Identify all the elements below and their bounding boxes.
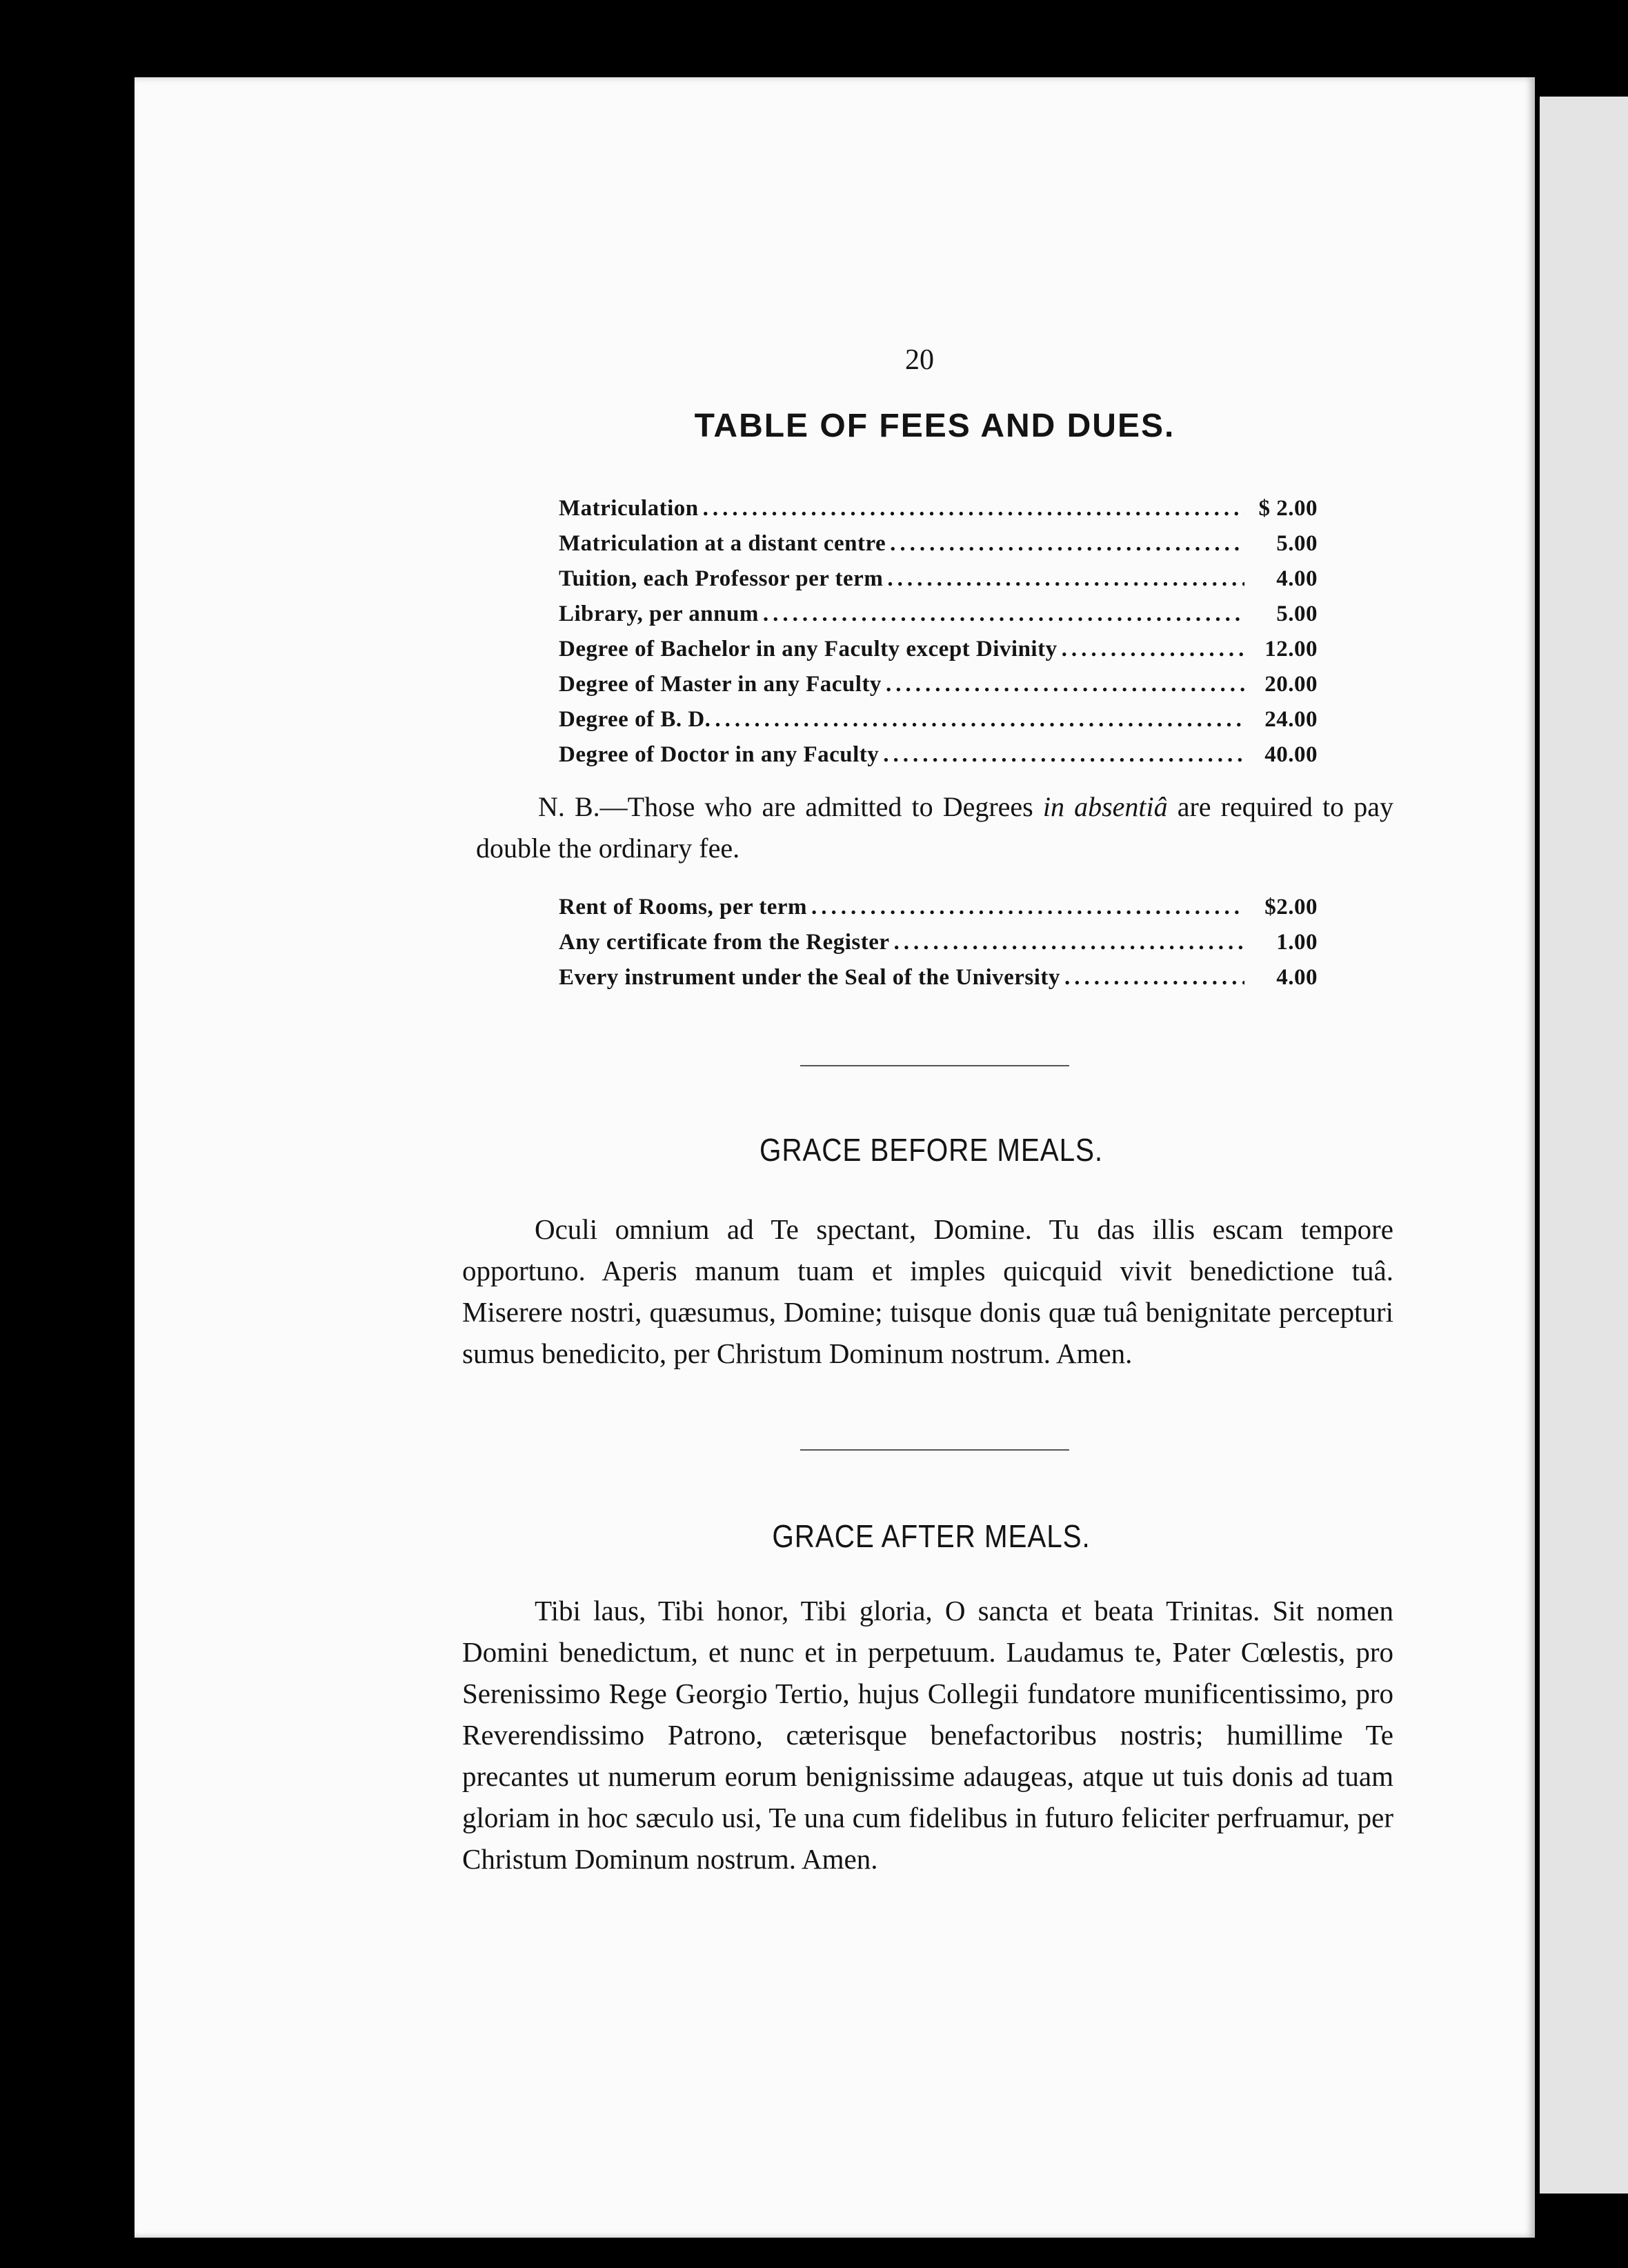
fee-amount: 12.00 bbox=[1264, 637, 1318, 662]
fees-list bbox=[559, 491, 1318, 773]
dot-leader bbox=[887, 561, 1244, 597]
fee-label: Matriculation at a distant centre bbox=[559, 531, 886, 556]
dot-leader bbox=[883, 737, 1244, 773]
fee-amount: $ 2.00 bbox=[1258, 496, 1318, 521]
dot-leader bbox=[1064, 960, 1244, 995]
adjacent-page-edge bbox=[1540, 97, 1628, 2194]
fee-amount: 4.00 bbox=[1276, 965, 1318, 990]
fee-row bbox=[559, 960, 1318, 995]
fee-row bbox=[559, 925, 1318, 960]
grace-after-text: Tibi laus, Tibi honor, Tibi gloria, O sancta et beata Trinitas. Sit nomen Domini benedictum, et nunc et in perpetuum. Laudamus te, Pater Cœlestis, pro Serenissimo Rege Georgio Tertio, hujus Collegii fundatore munificentissimo, pro Reverendissimo Patrono, cæterisque benefactoribus nostris; humillime Te precantes ut numerum eorum benignissime adaugeas, atque ut tuis donis ad tuam gloriam in hoc sæculo usi, Te una cum fidelibus in futuro feliciter perfruamur, per Christum Dominum nostrum. Amen. bbox=[462, 1595, 1393, 1875]
fees-list-secondary bbox=[559, 890, 1318, 995]
dot-leader bbox=[890, 526, 1244, 561]
fee-label: Degree of Doctor in any Faculty bbox=[559, 742, 880, 767]
dot-leader bbox=[763, 597, 1244, 632]
fee-row bbox=[559, 597, 1318, 632]
fees-table-title: TABLE OF FEES AND DUES. bbox=[694, 408, 1175, 444]
section-divider bbox=[800, 1065, 1069, 1066]
fee-amount: $2.00 bbox=[1264, 895, 1318, 919]
fee-label: Degree of Bachelor in any Faculty except Divinity bbox=[559, 637, 1058, 662]
page-number: 20 bbox=[905, 344, 934, 376]
fee-label: Library, per annum bbox=[559, 601, 759, 626]
fee-label: Tuition, each Professor per term bbox=[559, 566, 884, 591]
fee-row bbox=[559, 737, 1318, 773]
dot-leader bbox=[811, 890, 1244, 925]
fee-amount: 24.00 bbox=[1264, 707, 1318, 732]
fee-row bbox=[559, 491, 1318, 526]
fee-amount: 40.00 bbox=[1264, 742, 1318, 767]
fee-amount: 1.00 bbox=[1276, 930, 1318, 955]
grace-after-heading: GRACE AFTER MEALS. bbox=[772, 1518, 1091, 1554]
fee-label: Degree of Master in any Faculty bbox=[559, 672, 882, 697]
fee-amount: 5.00 bbox=[1276, 531, 1318, 556]
dot-leader bbox=[894, 925, 1244, 960]
note-italic: in absentiâ bbox=[1042, 791, 1168, 822]
fee-label: Every instrument under the Seal of the University bbox=[559, 965, 1060, 990]
fee-amount: 20.00 bbox=[1264, 672, 1318, 697]
grace-before-text: Oculi omnium ad Te spectant, Domine. Tu das illis escam tempore opportuno. Aperis manum tuam et imples quicquid vivit benedictione tuâ. Miserere nostri, quæsumus, Domine; tuisque donis quæ tuâ benignitate percepturi sumus benedicito, per Christum Dominum nostrum. Amen. bbox=[462, 1213, 1393, 1369]
fee-amount: 5.00 bbox=[1276, 601, 1318, 626]
fee-row bbox=[559, 561, 1318, 597]
fee-row bbox=[559, 890, 1318, 925]
fees-note bbox=[476, 786, 1393, 869]
fee-row bbox=[559, 526, 1318, 561]
dot-leader bbox=[1062, 632, 1244, 667]
dot-leader bbox=[715, 702, 1244, 737]
fee-label: Rent of Rooms, per term bbox=[559, 895, 808, 919]
dot-leader bbox=[703, 491, 1244, 526]
fee-amount: 4.00 bbox=[1276, 566, 1318, 591]
fee-label: Matriculation bbox=[559, 496, 699, 521]
fee-label: Any certificate from the Register bbox=[559, 930, 890, 955]
section-divider bbox=[800, 1449, 1069, 1451]
fee-row bbox=[559, 632, 1318, 667]
grace-before-heading: GRACE BEFORE MEALS. bbox=[759, 1132, 1104, 1168]
dot-leader bbox=[886, 667, 1244, 702]
note-suffix: are required to pay double the ordinary fee. bbox=[476, 791, 1393, 864]
fee-label: Degree of B. D. bbox=[559, 707, 711, 732]
fee-row bbox=[559, 667, 1318, 702]
fee-row bbox=[559, 702, 1318, 737]
note-prefix: N. B.—Those who are admitted to Degrees bbox=[538, 791, 1043, 822]
